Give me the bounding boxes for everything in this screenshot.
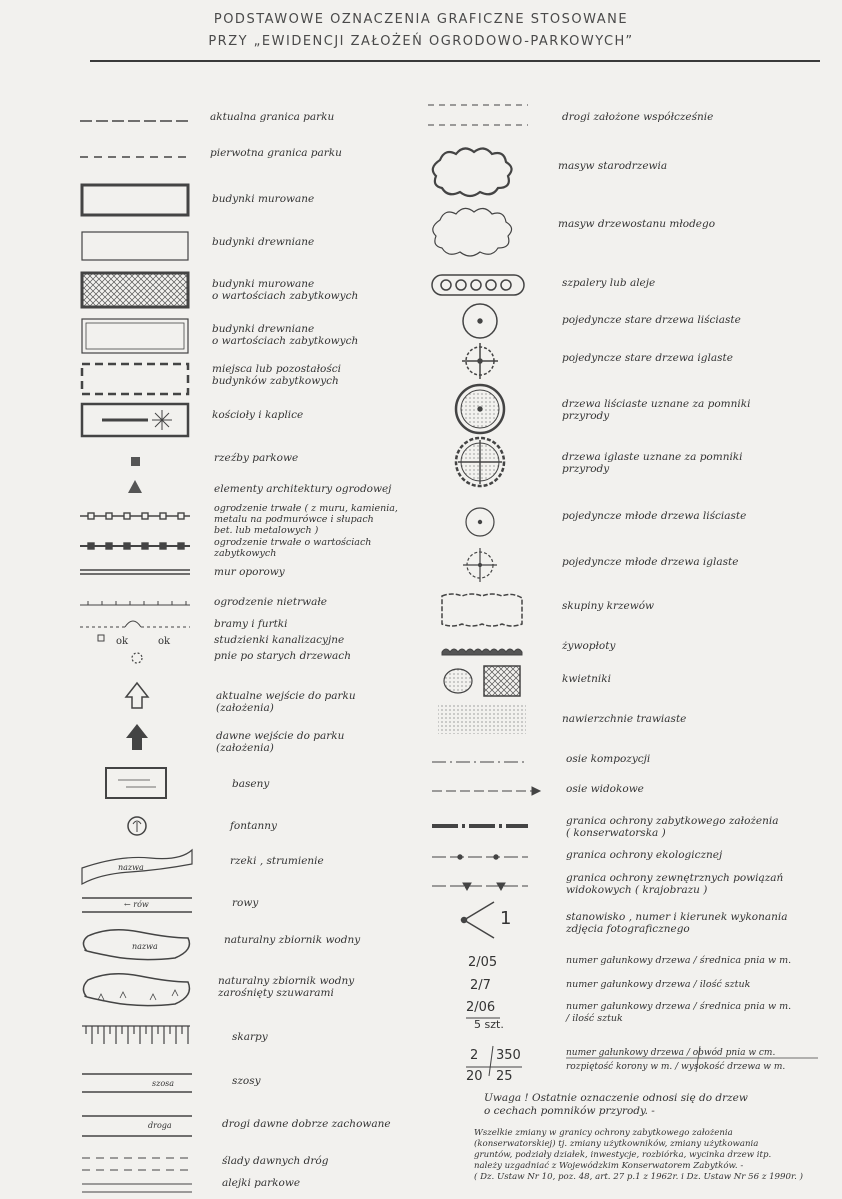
young-deciduous-tree-symbol	[466, 508, 494, 536]
label-old-tree-stand: masyw starodrzewia	[558, 160, 668, 172]
title-line-2: PRZY „EWIDENCJI ZAŁOŻEŃ OGRODOWO-PARKOWYCH”	[208, 34, 634, 49]
note-protection-changes: Wszelkie zmiany w granicy ochrony zabytkowego założenia (konserwatorskiej) tj. zmiany użytkowników, zmiany użytkowania gruntów, podziały działek, inwestycje, rozbiórka, wycinka drzew itp. należy uzgadniać z Wojewódzkim Konserwatorem Zabytków. - ( Dz. Ustaw Nr 10, poz. 48, art. 27 p.1 z 1962r. i Dz. Ustaw Nr 56 z 1990r. )	[474, 1128, 803, 1182]
label-churches: kościoły i kaplice	[212, 409, 304, 421]
label-historic-ruins: miejsca lub pozostałości budynków zabytkowych	[212, 363, 341, 387]
label-natural-pond: naturalny zbiornik wodny	[224, 934, 361, 946]
label-tree-count: numer gałunkowy drzewa / ilość sztuk	[566, 979, 751, 990]
church-star-icon	[152, 410, 172, 430]
label-permanent-fence: ogrodzenie trwałe ( z muru, kamienia, metalu na podmurówce i słupach bet. lub metalowych )	[214, 503, 398, 536]
river-name: nazwa	[118, 863, 144, 872]
former-road-traces-symbol	[82, 1158, 192, 1170]
gate-symbol	[80, 621, 190, 641]
wooden-building-symbol	[82, 232, 188, 260]
label-roads: szosy	[232, 1075, 261, 1087]
permanent-fence-symbol	[80, 513, 190, 519]
ecological-protection-boundary-symbol	[432, 855, 528, 859]
label-tree-dimensions: numer gałunkowy drzewa / obwód pnia w cm. rozpiętość korony w m. / wysokość drzewa w m.	[566, 1048, 786, 1072]
label-tree-rows: szpalery lub aleje	[562, 277, 656, 289]
gate-ok-2: ok	[158, 636, 171, 647]
historic-road-symbol	[82, 1116, 192, 1136]
label-embankments: skarpy	[232, 1031, 268, 1043]
park-alley-symbol	[82, 1184, 192, 1192]
label-composition-axes: osie kompozycji	[566, 753, 651, 765]
label-stumps: pnie po starych drzewach	[214, 650, 351, 662]
old-tree-stand-symbol	[433, 148, 512, 196]
label-park-alleys: alejki parkowe	[222, 1177, 301, 1189]
label-current-park-boundary: aktualna granica parku	[210, 111, 335, 123]
label-former-entrance: dawne wejście do parku (założenia)	[216, 730, 345, 754]
fountain-icon	[133, 821, 141, 832]
title-line-1: PODSTAWOWE OZNACZENIA GRAFICZNE STOSOWANE	[213, 12, 629, 27]
label-drains: studzienki kanalizacyjne	[214, 634, 345, 646]
photo-station-symbol	[462, 902, 495, 938]
label-view-axes: osie widokowe	[566, 783, 644, 795]
former-entrance-arrow-icon	[126, 724, 148, 750]
lawn-surface-symbol	[438, 704, 526, 734]
label-rivers: rzeki , strumienie	[230, 855, 324, 867]
label-historic-brick-buildings: budynki murowane o wartościach zabytkowych	[212, 278, 359, 302]
label-heritage-boundary: granica ochrony zabytkowego założenia ( konserwatorska )	[566, 815, 779, 839]
label-pools: baseny	[232, 778, 270, 790]
brick-building-symbol	[82, 185, 188, 215]
label-young-tree-stand: masyw drzewostanu młodego	[558, 218, 716, 230]
label-current-entrance: aktualne wejście do parku (założenia)	[216, 690, 356, 714]
monument-deciduous-tree-symbol	[456, 385, 504, 433]
label-overgrown-pond: naturalny zbiornik wodny zarośnięty szuwarami	[218, 975, 355, 999]
label-wooden-buildings: budynki drewniane	[212, 236, 315, 248]
overgrown-pond-symbol	[83, 974, 189, 1006]
young-conifer-tree-symbol	[463, 548, 497, 582]
tree-stump-symbol	[132, 653, 142, 663]
young-tree-stand-symbol	[433, 208, 512, 256]
label-sculptures: rzeźby parkowe	[214, 452, 299, 464]
road-symbol	[82, 1074, 192, 1092]
view-axis-symbol	[432, 787, 540, 795]
label-modern-roads: drogi założone współcześnie	[562, 111, 714, 123]
embankment-symbol	[82, 1026, 190, 1044]
landscape-protection-boundary-symbol	[432, 883, 528, 890]
tree-number-4c: 20	[466, 1069, 483, 1084]
label-historic-fence: ogrodzenie trwałe o wartościach zabytkowych	[214, 537, 372, 559]
road-name: szosa	[152, 1079, 175, 1088]
temporary-fence-symbol	[80, 601, 190, 605]
gate-ok-1: ok	[116, 636, 129, 647]
photo-number: 1	[500, 908, 512, 929]
tree-number-2: 2/7	[470, 978, 491, 993]
label-shrub-groups: skupiny krzewów	[562, 600, 655, 612]
label-temporary-fence: ogrodzenie nietrwałe	[214, 596, 327, 608]
tree-row-symbol	[432, 275, 524, 295]
historic-ruins-symbol	[82, 364, 188, 394]
label-flowerbeds: kwietniki	[562, 673, 611, 685]
label-monument-conifer: drzewa iglaste uznane za pomniki przyrody	[562, 451, 743, 475]
label-old-conifer: pojedyncze stare drzewa iglaste	[562, 352, 733, 364]
tree-number-4b: 350	[496, 1048, 521, 1063]
label-historic-roads: drogi dawne dobrze zachowane	[222, 1118, 391, 1130]
flowerbed-symbol	[444, 666, 520, 696]
label-road-traces: ślady dawnych dróg	[222, 1155, 329, 1167]
historic-fence-symbol	[80, 543, 190, 549]
label-tree-diameter-count: numer gałunkowy drzewa / średnica pnia w m. / ilość sztuk	[566, 1001, 792, 1024]
label-brick-buildings: budynki murowane	[212, 193, 315, 205]
label-lawns: nawierzchnie trawiaste	[562, 713, 687, 725]
tree-number-3a: 2/06	[466, 1000, 496, 1015]
tree-number-3b: 5 szt.	[474, 1018, 504, 1031]
modern-roads-symbol	[428, 105, 528, 125]
note-monument-trees: Uwaga ! Ostatnie oznaczenie odnosi się do drzew o cechach pomników przyrody. -	[484, 1092, 748, 1117]
pond-name: nazwa	[132, 942, 158, 951]
label-young-conifer: pojedyncze młode drzewa iglaste	[562, 556, 739, 568]
hedge-symbol	[442, 649, 522, 655]
historic-wooden-building-symbol	[82, 319, 188, 353]
label-garden-architecture: elementy architektury ogrodowej	[214, 483, 392, 495]
label-ditches: rowy	[232, 897, 259, 909]
retaining-wall-symbol	[80, 570, 190, 574]
label-historic-wooden-buildings: budynki drewniane o wartościach zabytkowych	[212, 323, 359, 347]
monument-conifer-tree-symbol	[456, 438, 504, 486]
old-conifer-tree-symbol	[462, 343, 498, 379]
label-young-deciduous: pojedyncze młode drzewa liściaste	[562, 510, 747, 522]
label-gates: bramy i furtki	[214, 618, 288, 630]
tree-number-4d: 25	[496, 1069, 513, 1084]
label-old-deciduous: pojedyncze stare drzewa liściaste	[562, 314, 741, 326]
old-deciduous-tree-symbol	[463, 304, 497, 338]
tree-number-1: 2/05	[468, 955, 498, 970]
pool-symbol	[106, 768, 166, 798]
tree-number-4a: 2	[470, 1048, 479, 1063]
label-ecological-boundary: granica ochrony ekologicznej	[566, 849, 723, 861]
label-original-park-boundary: pierwotna granica parku	[210, 147, 342, 159]
ditch-name: ← rów	[124, 900, 149, 909]
label-hedges: żywopłoty	[562, 640, 616, 652]
label-photo-station: stanowisko , numer i kierunek wykonania zdjęcia fotograficznego	[566, 911, 788, 935]
historic-road-name: droga	[148, 1121, 172, 1130]
sculpture-symbol	[131, 457, 140, 466]
label-fountains: fontanny	[230, 820, 277, 832]
current-entrance-arrow-icon	[126, 683, 148, 708]
label-tree-diameter: numer gałunkowy drzewa / średnica pnia w m.	[566, 955, 792, 966]
shrub-group-symbol	[442, 594, 522, 626]
garden-architecture-symbol	[128, 480, 142, 493]
label-monument-deciduous: drzewa liściaste uznane za pomniki przyrody	[562, 398, 751, 422]
label-retaining-wall: mur oporowy	[214, 566, 285, 578]
label-landscape-boundary: granica ochrony zewnętrznych powiązań widokowych ( krajobrazu )	[566, 872, 784, 896]
historic-brick-building-symbol	[82, 273, 188, 307]
